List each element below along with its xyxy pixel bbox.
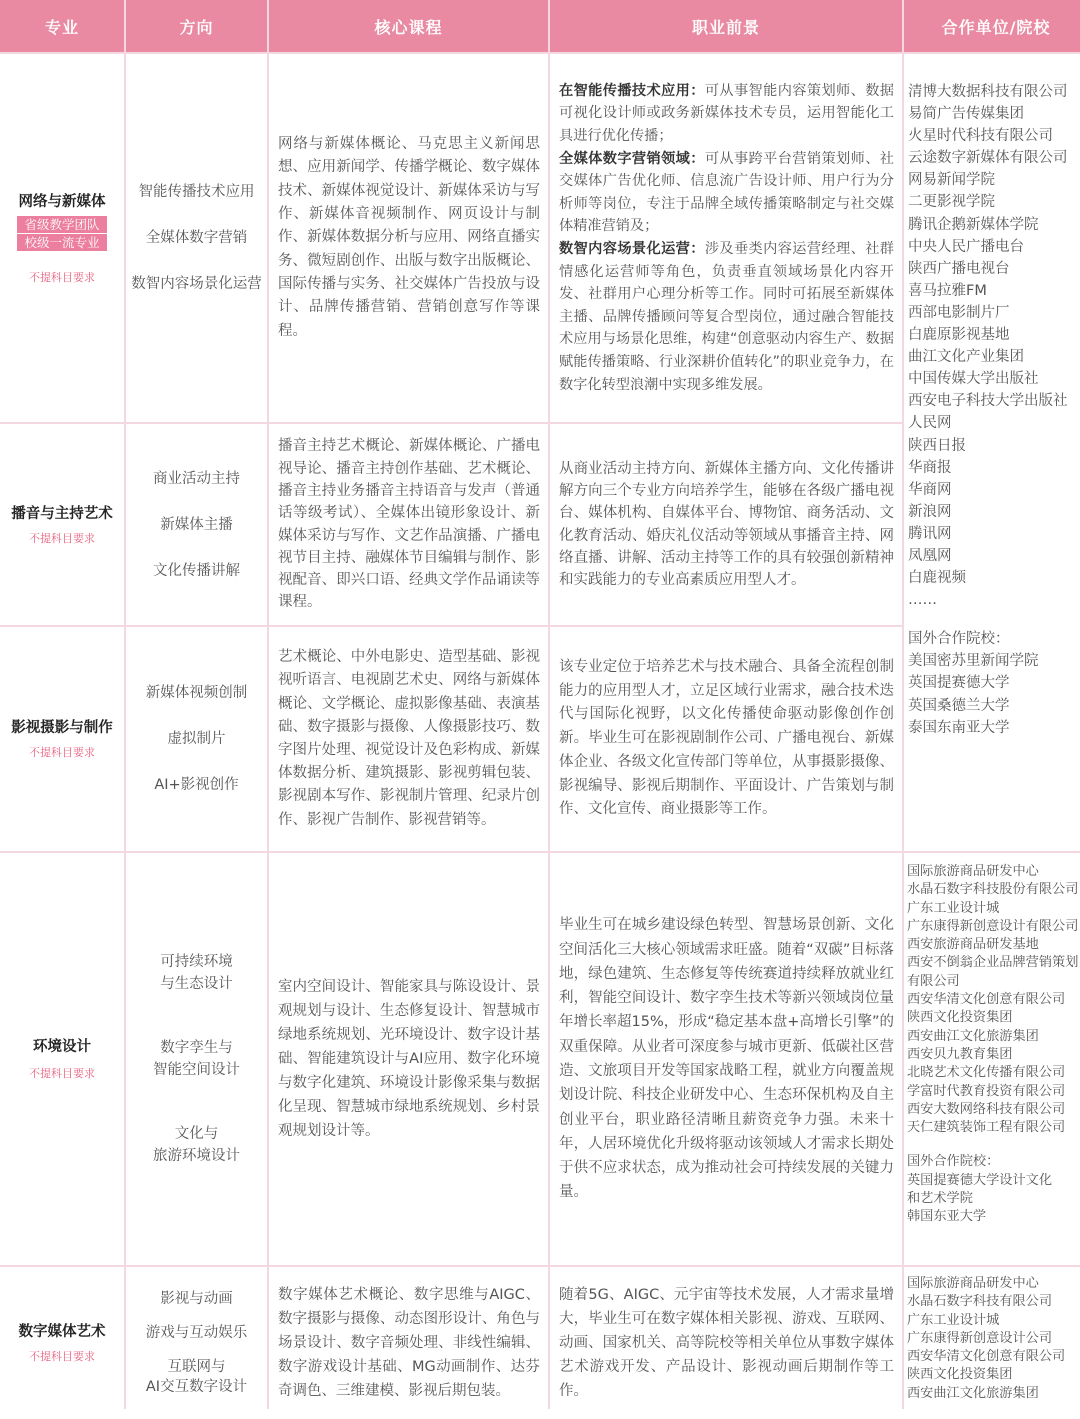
directions-cell <box>126 424 267 625</box>
direction-item: 智能传播技术应用 <box>138 184 255 200</box>
direction-item: 新媒体视频创制 <box>145 685 248 701</box>
career-text: 从商业活动主持方向、新媒体主播方向、文化传播讲解方向三个专业方向培养学生，能够在各级广播电视台、媒体机构、自媒体平台、博物馆、商务活动、文化教育活动、婚庆礼仪活动等领域从事播音主持、网络直播、讲解、活动主持等工作的具有较强创新精神和实践能力的专业高素质应用型人才。 <box>559 460 894 589</box>
partner-item: 英国提赛德大学设计文化 <box>907 1172 1053 1188</box>
direction-item: 数智内容场景化运营 <box>131 276 262 292</box>
partner-item: 易简广告传媒集团 <box>908 106 1024 123</box>
courses-cell <box>269 627 548 851</box>
major-name: 数字媒体艺术 <box>18 1324 106 1340</box>
intl-partners-list <box>908 628 1080 738</box>
partner-item: 云途数字新媒体有限公司 <box>908 150 1068 167</box>
partner-item: 水晶石数字科技有限公司 <box>907 1294 1053 1310</box>
partner-item: 陕西文化投资集团 <box>907 1010 1013 1026</box>
intl-partners-title: 国外合作院校： <box>907 1154 1000 1170</box>
direction-item: 文化传播讲解 <box>153 562 240 579</box>
partner-item: 陕西日报 <box>908 437 966 454</box>
partner-item: 二更影视学院 <box>908 194 995 211</box>
career-item-title: 全媒体数字营销领域： <box>559 150 705 167</box>
directions-cell <box>126 1267 267 1419</box>
direction-item: 可持续环境 与生态设计 <box>160 954 233 992</box>
directions-cell <box>126 627 267 851</box>
partner-item: 华商网 <box>908 481 952 498</box>
partner-item: 西安贝九教育集团 <box>907 1046 1013 1062</box>
partner-item: 西安华清文化创意有限公司 <box>907 992 1066 1008</box>
partner-item: 有限公司 <box>907 973 960 989</box>
career-item-text: 可从事跨平台营销策划师、社交媒体广告优化师、信息流广告设计师、用户行为分析师等岗位，专注于品牌全域传播策略制定与社交媒体精准营销及； <box>559 150 894 235</box>
major-cell <box>0 54 124 422</box>
partner-item: 泰国东南亚大学 <box>908 719 1010 736</box>
partner-item: 人民网 <box>908 415 952 432</box>
partner-item: 中国传媒大学出版社 <box>908 371 1039 388</box>
partner-item: 曲江文化产业集团 <box>908 349 1024 366</box>
career-item-title: 数智内容场景化运营： <box>559 241 705 257</box>
partner-item: 学富时代教育投资有限公司 <box>907 1083 1066 1099</box>
intl-partners-title: 国外合作院校： <box>908 631 1010 648</box>
partner-item: 水晶石数字科技股份有限公司 <box>907 882 1079 898</box>
career-text: 毕业生可在城乡建设绿色转型、智慧场景创新、文化空间活化三大核心领域需求旺盛。随着“双碳”目标落地，绿色建筑、生态修复等传统赛道持续释放就业红利，智能空间设计、数字孪生技术等新兴领域岗位量年增长率超15%，形成“稳定基本盘+高增长引擎”的双重保障。从业者可深度参与城市更新、低碳社区营造、文旅项目开发等国家战略工程，就业方向覆盖规划设计院、科技企业研发中心、生态环保机构及自主创业平台，职业路径清晰且薪资竞争力强。未来十年，人居环境优化升级将驱动该领域人才需求长期处于供不应求状态，成为推动社会可持续发展的关键力量。 <box>559 917 894 1201</box>
partner-item: 西安电子科技大学出版社 <box>908 393 1068 410</box>
partner-item: 火星时代科技有限公司 <box>908 128 1053 145</box>
direction-item: 影视与动画 <box>160 1291 233 1307</box>
directions-cell <box>126 54 267 422</box>
partner-item: 英国桑德兰大学 <box>908 697 1010 714</box>
requirement-note: 不提科目要求 <box>29 746 95 759</box>
courses-text: 艺术概论、中外电影史、造型基础、影视视听语言、电视剧艺术史、网络与新媒体概论、文学概论、虚拟影像基础、表演基础、数字摄影与摄像、人像摄影技巧、数字图片处理、视觉设计及色彩构成、新媒体数据分析、建筑摄影、影视剪辑包装、影视剧本写作、影视制片管理、纪录片创作、影视广告制作、影视营销等。 <box>278 649 540 828</box>
career-cell <box>550 853 902 1265</box>
partner-item: 西安不倒翁企业品牌营销策划 <box>907 955 1079 971</box>
partner-item: 西部电影制片厂 <box>908 304 1010 321</box>
direction-item: 虚拟制片 <box>167 731 226 747</box>
direction-item: AI+影视创作 <box>154 777 239 793</box>
courses-text: 数字媒体艺术概论、数字思维与AIGC、数字摄影与摄像、动态图形设计、角色与场景设计、数字音频处理、非线性编辑、数字游戏设计基础、MG动画制作、达芬奇调色、三维建模、影视后期包装。 <box>278 1287 540 1399</box>
partner-item: 陕西广播电视台 <box>908 260 1010 277</box>
partner-item: 国际旅游商品研发中心 <box>907 864 1039 879</box>
partner-item: 国际旅游商品研发中心 <box>907 1276 1039 1291</box>
career-item-title: 在智能传播技术应用： <box>559 82 705 99</box>
partner-item: 华商报 <box>908 459 952 476</box>
career-text: 随着5G、AIGC、元宇宙等技术发展，人才需求量增大，毕业生可在数字媒体相关影视、游戏、互联网、动画、国家机关、高等院校等相关单位从事数字媒体艺术游戏开发、产品设计、影视动画后期制作等工作。 <box>559 1287 894 1399</box>
career-text: 该专业定位于培养艺术与技术融合、具备全流程创制能力的应用型人才，立足区域行业需求，融合技术迭代与国际化视野，以文化传播使命驱动影像创作创新。毕业生可在影视剧制作公司、广播电视台、新媒体企业、各级文化宣传部门等单位，从事摄影摄像、影视编导、影视后期制作、平面设计、广告策划与制作、文化宣传、商业摄影等工作。 <box>559 658 894 818</box>
partner-item: 英国提赛德大学 <box>908 675 1010 692</box>
career-item <box>559 148 894 238</box>
partner-item: 广东工业设计城 <box>907 1312 1000 1328</box>
career-item-text: 可从事智能内容策划师、数据可视化设计师或政务新媒体技术专员，运用智能化工具进行优化传播； <box>559 82 894 145</box>
courses-cell <box>269 424 548 625</box>
major-name: 影视摄影与制作 <box>11 720 113 736</box>
major-name: 播音与主持艺术 <box>11 505 113 522</box>
requirement-note: 不提科目要求 <box>29 1067 95 1080</box>
header-major: 专业 <box>0 0 124 52</box>
partner-item: 腾讯企鹅新媒体学院 <box>908 216 1039 233</box>
courses-text: 网络与新媒体概论、马克思主义新闻思想、应用新闻学、传播学概论、数字媒体技术、新媒体视觉设计、新媒体采访与写作、新媒体音视频制作、网页设计与制作、新媒体数据分析与应用、网络直播实务、微短剧创作、出版与数字出版概论、国际传播与实务、社交媒体广告投放与设计、品牌传播营销、营销创意写作等课程。 <box>278 136 540 339</box>
badge: 省级教学团队 <box>17 216 106 233</box>
career-cell <box>550 627 902 851</box>
career-cell <box>550 54 902 422</box>
career-cell <box>550 424 902 625</box>
partners-list <box>907 863 1080 1137</box>
partner-item: 喜马拉雅FM <box>908 282 987 299</box>
badge: 校级一流专业 <box>17 234 106 251</box>
major-name: 环境设计 <box>33 1039 91 1055</box>
partner-item: 网易新闻学院 <box>908 172 995 189</box>
courses-cell <box>269 54 548 422</box>
career-item <box>559 80 894 148</box>
header-direction: 方向 <box>126 0 267 52</box>
header-partners: 合作单位/院校 <box>904 0 1080 52</box>
partner-item: 广东康得新创意设计公司 <box>907 1330 1053 1346</box>
partner-item: 和艺术学院 <box>907 1191 973 1207</box>
major-name: 网络与新媒体 <box>18 193 106 210</box>
major-cell <box>0 424 124 625</box>
partner-item: 美国密苏里新闻学院 <box>908 653 1039 670</box>
direction-item: 文化与 旅游环境设计 <box>153 1126 240 1164</box>
partner-item: 陕西文化投资集团 <box>907 1367 1013 1383</box>
partner-item: 西安曲江文化旅游集团 <box>907 1385 1039 1401</box>
partners-cell <box>904 54 1080 851</box>
partners-list <box>907 1275 1080 1403</box>
courses-cell <box>269 853 548 1265</box>
requirement-note: 不提科目要求 <box>29 270 95 284</box>
partner-item: 腾讯网 <box>908 525 952 542</box>
career-item-text: 涉及垂类内容运营经理、社群情感化运营师等角色，负责垂直领域场景化内容开发、社群用户心理分析等工作。同时可拓展至新媒体主播、品牌传播顾问等复合型岗位，通过融合智能技术应用与场景化思维，构建“创意驱动内容生产、数据赋能传播策略、行业深耕价值转化”的职业竞争力，在数字化转型浪潮中实现多维发展。 <box>559 241 894 393</box>
partner-item: 西安华清文化创意有限公司 <box>907 1349 1066 1365</box>
major-cell <box>0 853 124 1265</box>
partner-item: 广东工业设计城 <box>907 900 1000 916</box>
direction-item: 数字孪生与 智能空间设计 <box>153 1040 240 1078</box>
partners-cell <box>904 1267 1080 1419</box>
partner-item: 广东康得新创意设计有限公司 <box>907 918 1079 934</box>
partner-item: 天仁建筑装饰工程有限公司 <box>907 1120 1066 1136</box>
partner-item: 白鹿原影视基地 <box>908 327 1010 344</box>
partners-list <box>908 81 1080 611</box>
requirement-note: 不提科目要求 <box>29 1350 95 1363</box>
major-cell <box>0 627 124 851</box>
partner-item: 北晓艺术文化传播有限公司 <box>907 1065 1066 1081</box>
courses-cell <box>269 1267 548 1419</box>
direction-item: 新媒体主播 <box>160 516 233 533</box>
header-core-courses: 核心课程 <box>269 0 548 52</box>
partner-item: 中央人民广播电台 <box>908 238 1024 255</box>
partner-item: …… <box>908 592 937 609</box>
major-cell <box>0 1267 124 1419</box>
direction-item: 游戏与互动娱乐 <box>145 1325 248 1341</box>
courses-text: 播音主持艺术概论、新媒体概论、广播电视导论、播音主持创作基础、艺术概论、播音主持业务播音主持语音与发声（普通话等级考试）、全媒体出镜形象设计、新媒体采访与写作、文艺作品演播、广播电视节目主持、融媒体节目编辑与制作、影视配音、即兴口语、经典文学作品诵读等课程。 <box>278 438 540 611</box>
career-text <box>559 80 894 396</box>
courses-text: 室内空间设计、智能家具与陈设设计、景观规划与设计、生态修复设计、智慧城市绿地系统规划、光环境设计、数字设计基础、智能建筑设计与AI应用、数字化环境与数字化建筑、环境设计影像采集与数据化呈现、智慧城市绿地系统规划、乡村景观规划设计等。 <box>278 979 540 1139</box>
partners-cell <box>904 853 1080 1265</box>
header-career: 职业前景 <box>550 0 902 52</box>
direction-item: 全媒体数字营销 <box>145 230 248 246</box>
partner-item: 韩国东亚大学 <box>907 1209 987 1225</box>
career-item <box>559 238 894 396</box>
partner-item: 西安大数网络科技有限公司 <box>907 1101 1066 1117</box>
partner-item: 白鹿视频 <box>908 570 966 587</box>
partner-item: 清博大数据科技有限公司 <box>908 84 1068 100</box>
direction-item: 商业活动主持 <box>153 470 240 487</box>
direction-item: 互联网与 AI交互数字设计 <box>145 1359 248 1395</box>
partner-item: 西安曲江文化旅游集团 <box>907 1028 1039 1044</box>
directions-cell <box>126 853 267 1265</box>
intl-partners-list <box>907 1153 1080 1226</box>
requirement-note: 不提科目要求 <box>29 531 95 545</box>
partner-item: 西安旅游商品研发基地 <box>907 937 1039 953</box>
career-cell <box>550 1267 902 1419</box>
partner-item: 新浪网 <box>908 503 952 520</box>
partner-item: 凤凰网 <box>908 547 952 564</box>
